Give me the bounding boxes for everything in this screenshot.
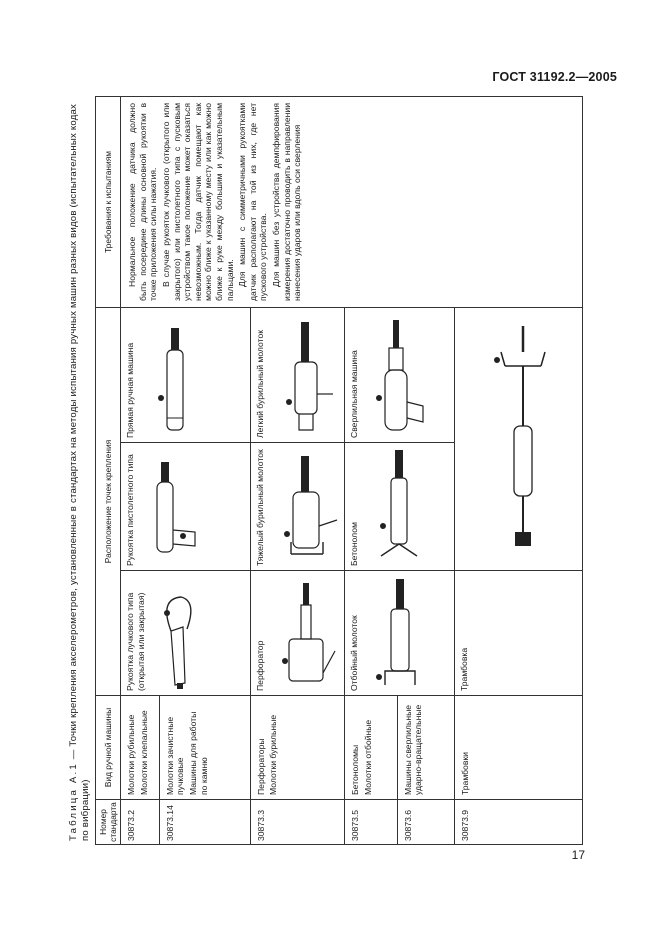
location-label: Бетонолом (349, 522, 360, 566)
location-cell (121, 571, 251, 696)
rammer-drawing (465, 316, 575, 566)
location-cell (121, 307, 251, 442)
location-cell (345, 571, 455, 696)
caption-lead: Таблица А.1 (68, 762, 79, 841)
machine-kind-item: Машины сверлильные ударно-вращательные (402, 704, 424, 795)
location-cell (455, 571, 583, 696)
standard-number: 30873.6 (397, 800, 455, 845)
location-label: Сверлильная машина (349, 350, 360, 438)
header-kind: Вид ручной машины (96, 696, 121, 800)
location-label: Рукоятка пистолетного типа (125, 454, 136, 566)
machine-kind (159, 696, 250, 800)
standard-number: 30873.5 (345, 800, 398, 845)
page-number: 17 (571, 848, 585, 862)
rotated-table-block (68, 97, 583, 845)
heavy-rock-drill-drawing (281, 448, 339, 566)
machine-kind-item: Молотки рубильные (126, 714, 137, 795)
standard-header: ГОСТ 31192.2—2005 (492, 70, 617, 84)
table-caption (68, 101, 92, 841)
pistol-grip-tool-drawing (151, 454, 201, 566)
machine-kind-item: Молотки зачистные пучковые (164, 716, 186, 795)
location-cell (250, 307, 344, 442)
drilling-machine-drawing (375, 314, 427, 438)
location-cell (345, 307, 455, 442)
machine-kind-item: Машины для работы по камню (187, 711, 209, 795)
demolition-hammer-drawing (375, 573, 423, 691)
header-number: Номер стандарта (96, 800, 121, 845)
perforator-drawing (281, 579, 337, 691)
loop-handle-tool-drawing (151, 581, 201, 691)
location-label: Отбойный молоток (349, 615, 360, 691)
machine-kind-item: Молотки бурильные (268, 714, 279, 795)
light-rock-drill-drawing (281, 316, 337, 438)
location-label: Рукоятка лучкового типа (открытая или закрытая) (125, 592, 146, 691)
requirements-cell (121, 96, 583, 307)
machine-kind-item: Бетоноломы (350, 744, 361, 795)
machine-kind (397, 696, 455, 800)
attachment-points-table (95, 96, 583, 845)
caption-text: — Точки крепления акселерометров, установленные в стандартах на методы испытания ручных машин разных видов (испытательных кодах по вибрации) (68, 103, 91, 841)
requirement-paragraph: Для машин с симметричными рукоятками датчик располагают на той из них, где нет пускового устройства. (237, 102, 269, 301)
header-locations: Расположение точек крепления (96, 307, 121, 695)
machine-kind (121, 696, 159, 800)
straight-tool-drawing (151, 320, 201, 438)
location-cell (121, 443, 251, 571)
requirement-paragraph: В случае рукояток лучкового (открытого или закрытого) или пистолетного типа с пусковым устройством такое положение может оказаться невозможным. Тогда датчик помещают как можно ближе к указанному месту или как можно ближе к руке между большим и указательным пальцами. (161, 102, 235, 301)
location-cell (345, 443, 455, 571)
machine-kind (455, 696, 583, 800)
requirement-paragraph: Нормальное положение датчика должно быть посередине длины основной рукоятки в точке приложения силы нажатия. (127, 102, 159, 301)
location-label: Перфоратор (254, 640, 265, 691)
breaker-drawing (375, 446, 423, 566)
location-label: Тяжелый бурильный молоток (254, 449, 265, 566)
machine-kind-item: Трамбовки (460, 752, 471, 795)
machine-kind (250, 696, 344, 800)
header-requirements: Требования к испытаниям (96, 96, 121, 307)
machine-kind (345, 696, 398, 800)
table-header-row (96, 96, 121, 844)
machine-kind-item: Перфораторы (255, 738, 266, 795)
standard-number: 30873.3 (250, 800, 344, 845)
standard-number: 30873.2 (121, 800, 159, 845)
machine-kind-item: Молотки отбойные (362, 719, 373, 795)
machine-kind-item: Молотки клепальные (138, 710, 149, 795)
standard-number: 30873.9 (455, 800, 583, 845)
requirement-paragraph: Для машин без устройства демпфирования измерения достаточно проводить в направлении нанесения ударов или вдоль оси сверления (271, 102, 303, 301)
standard-number: 30873.14 (159, 800, 250, 845)
table-row (121, 96, 159, 844)
location-cell (250, 443, 344, 571)
location-label: Прямая ручная машина (125, 342, 136, 438)
location-label: Легкий бурильный молоток (254, 330, 265, 438)
location-label: Трамбовка (459, 647, 470, 691)
rammer-drawing-cell (455, 307, 583, 570)
location-cell (250, 571, 344, 696)
